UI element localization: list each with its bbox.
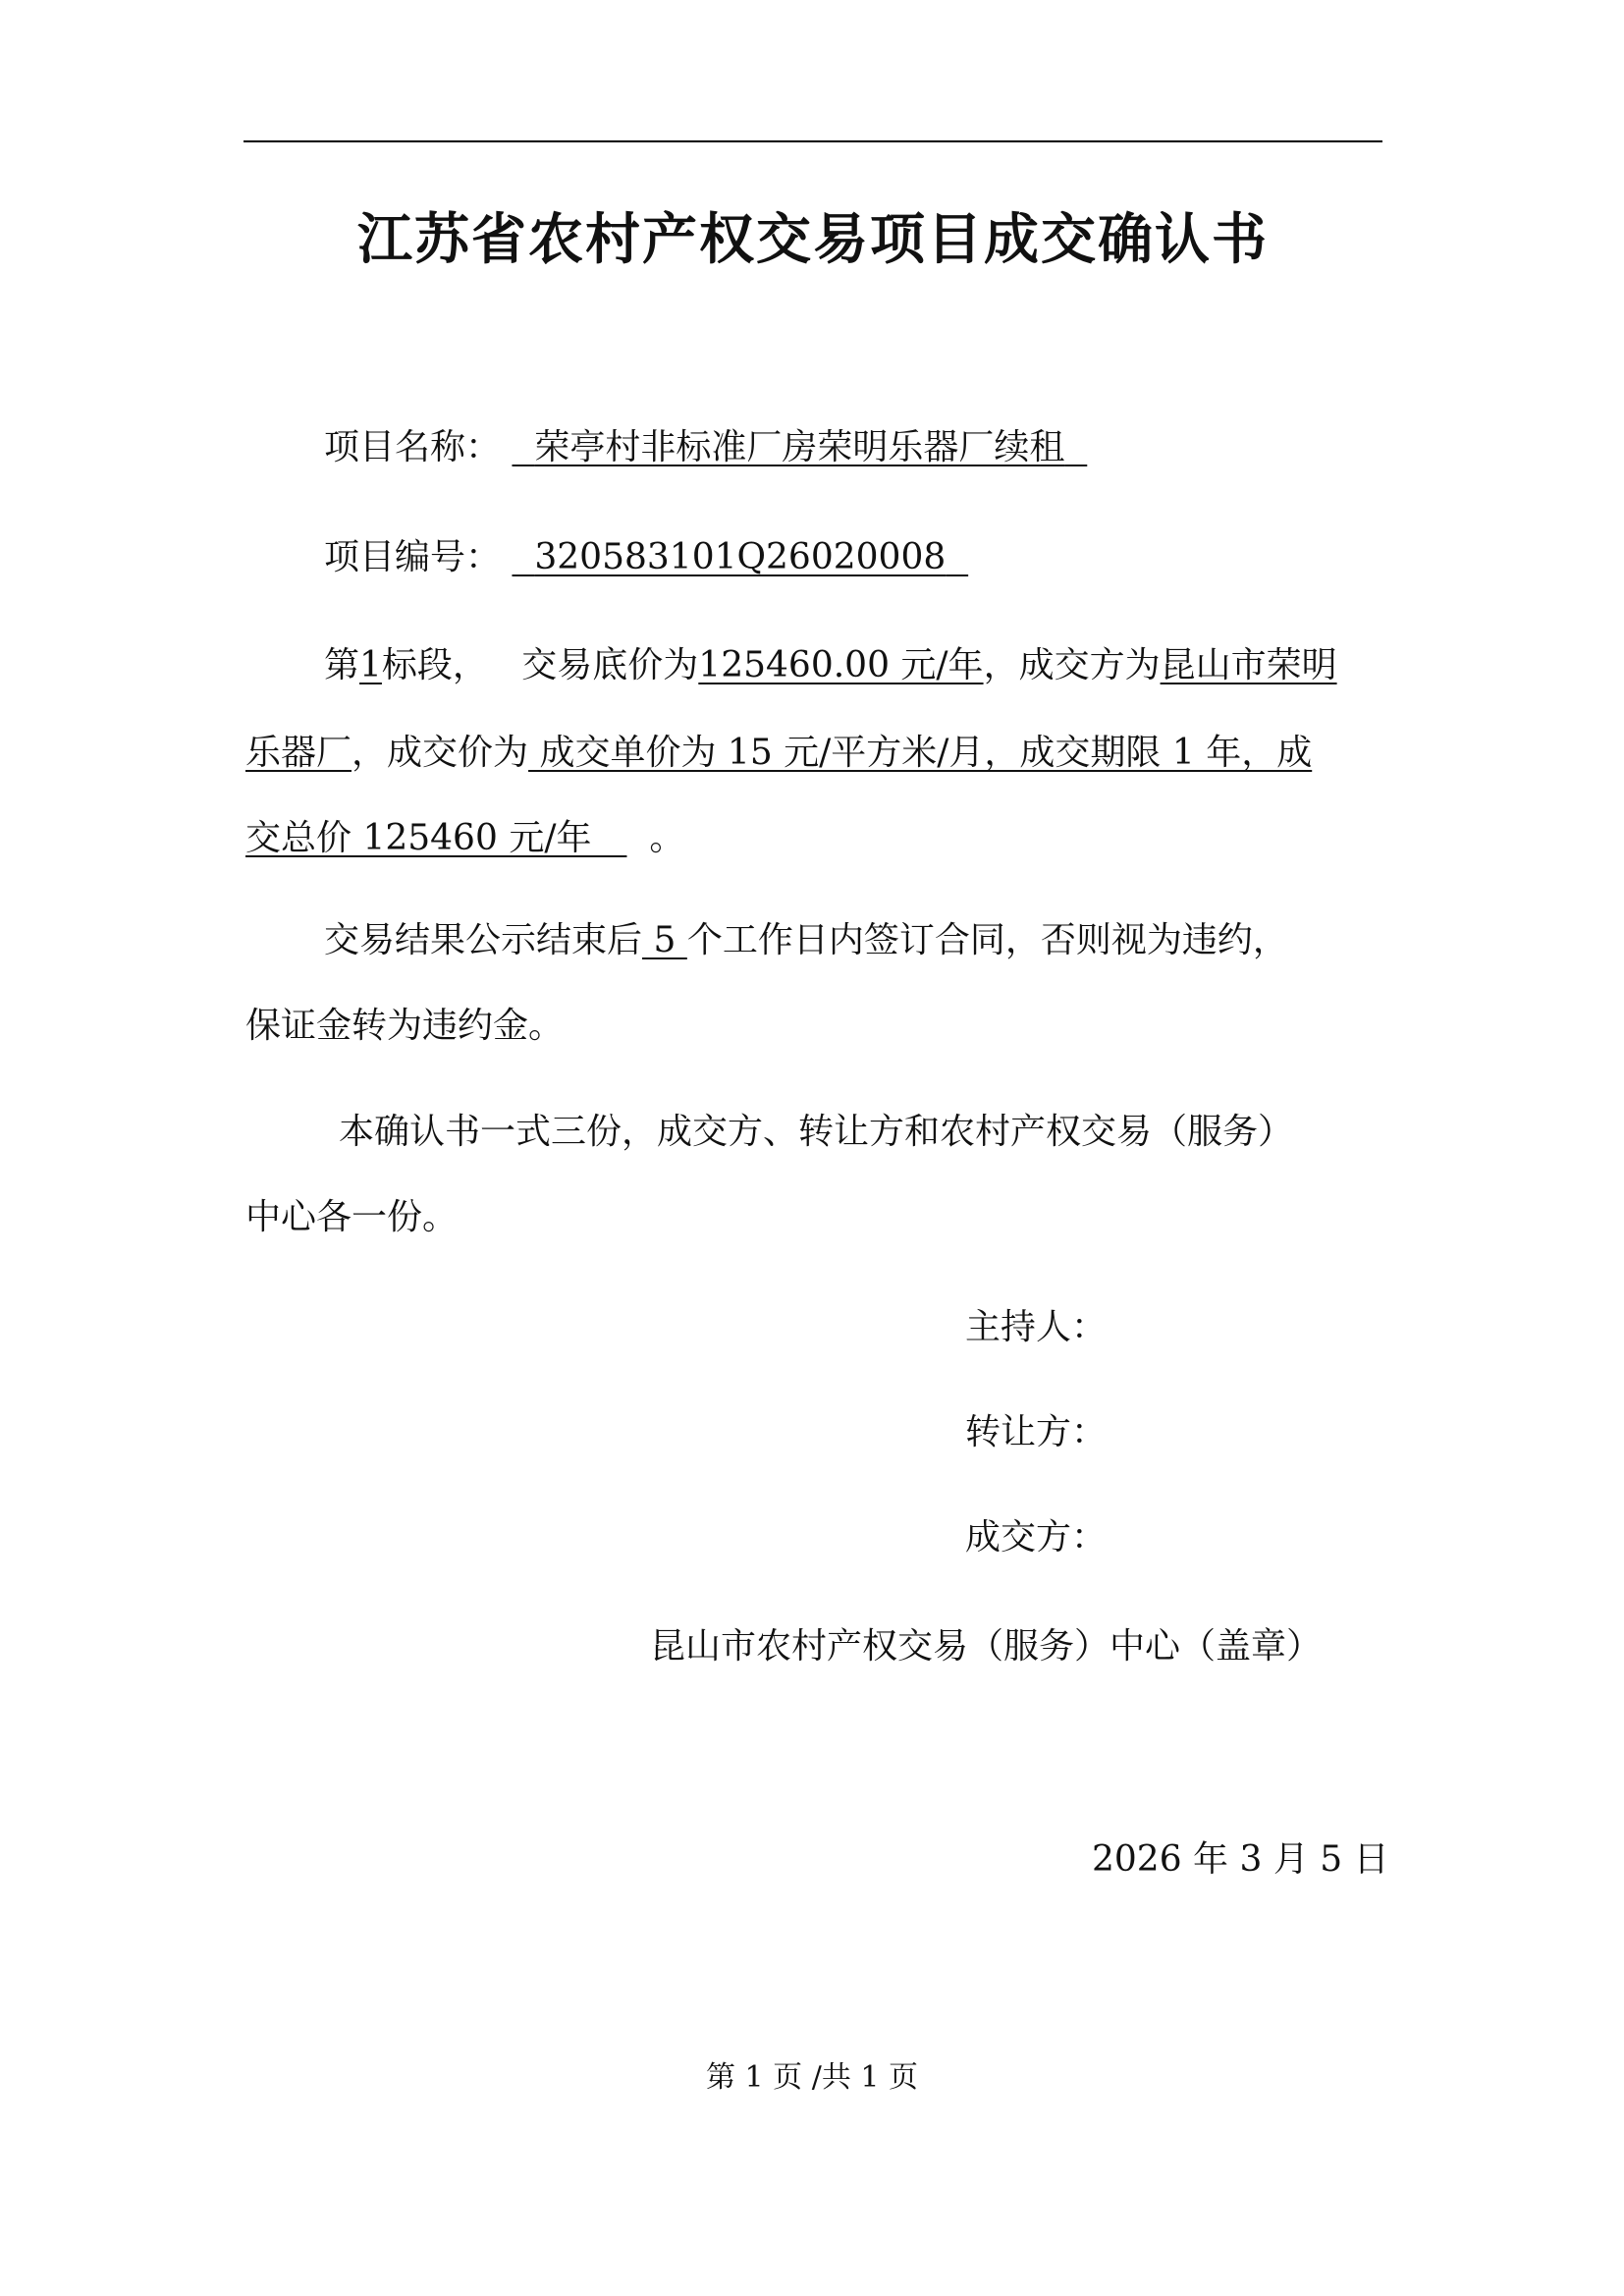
document-date: 2026 年 3 月 5 日 <box>1092 1839 1389 1880</box>
base-price: 125460.00 元/年 <box>698 645 984 685</box>
buyer-signature: 成交方： <box>965 1517 1108 1558</box>
project-code-value: 320583101Q26020008 <box>534 537 947 577</box>
page-footer: 第 1 页 /共 1 页 <box>706 2060 918 2095</box>
section-line-3: 交总价 125460 元/年 。 <box>245 818 685 858</box>
contract-line-1: 交易结果公示结束后 5 个工作日内签订合同，否则视为违约， <box>324 920 1288 960</box>
winner-part2: 乐器厂 <box>245 733 352 773</box>
host-signature: 主持人： <box>965 1307 1108 1347</box>
project-name-label: 项目名称： <box>324 427 502 467</box>
section-line-2: 乐器厂，成交价为 成交单价为 15 元/平方米/月，成交期限 1 年，成 <box>245 733 1313 773</box>
deal-price-part1: 成交单价为 15 元/平方米/月，成交期限 1 年，成 <box>528 733 1313 773</box>
document-title: 江苏省农村产权交易项目成交确认书 <box>357 208 1269 272</box>
project-code-line <box>324 533 1463 582</box>
deal-price-part2: 交总价 125460 元/年 <box>245 818 627 858</box>
section-line-1: 第1标段， 交易底价为125460.00 元/年，成交方为昆山市荣明 <box>324 645 1337 685</box>
contract-days: 5 <box>642 920 687 960</box>
winner-part1: 昆山市荣明 <box>1160 645 1337 685</box>
copies-line-1: 本确认书一式三份，成交方、转让方和农村产权交易（服务） <box>339 1112 1294 1152</box>
header-rule <box>244 140 1382 142</box>
section-number: 1 <box>359 645 382 685</box>
copies-line-2: 中心各一份。 <box>245 1197 459 1237</box>
project-name-line <box>324 423 1463 472</box>
center-seal: 昆山市农村产权交易（服务）中心（盖章） <box>650 1626 1323 1667</box>
transferor-signature: 转让方： <box>965 1412 1108 1452</box>
project-code-label: 项目编号： <box>324 537 502 577</box>
contract-line-2: 保证金转为违约金。 <box>245 1006 565 1046</box>
project-name-value: 荣亭村非标准厂房荣明乐器厂续租 <box>534 427 1065 467</box>
